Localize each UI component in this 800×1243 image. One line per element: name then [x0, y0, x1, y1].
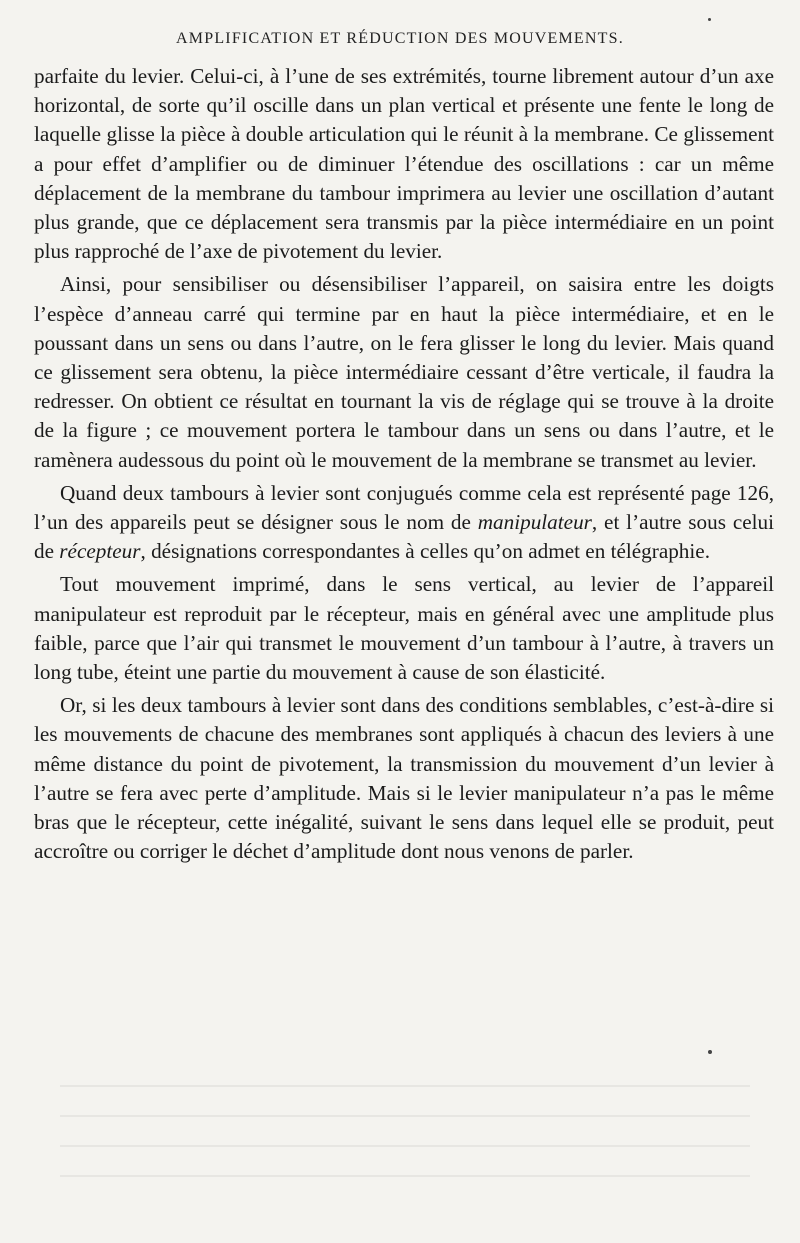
ink-speck — [708, 1050, 712, 1054]
term-recepteur: récepteur — [59, 539, 141, 564]
paragraph-1: parfaite du levier. Celui-ci, à l’une de ses extrémités, tourne librement autour d’un axe horizontal, de sorte qu’il oscille dans un plan vertical et présente une fente le long de laquelle glisse la pièce à double articulation qui le réunit à la membrane. Ce glissement a pour effet d’amplifier ou de diminuer l’étendue des oscillations : car un même déplacement de la membrane du tambour imprimera au levier une oscillation d’autant plus grande, que ce déplacement sera transmis par la pièce intermédiaire en un point plus rapproché de l’axe de pivotement du levier. — [34, 64, 774, 264]
body-text — [34, 62, 774, 870]
paragraph-3-text-a: Quand deux tambours à levier sont conjugués comme cela est représenté page 126, l’un des appareils peut se désigner sous le nom de — [34, 480, 774, 535]
paragraph-3 — [34, 479, 774, 567]
running-head: AMPLIFICATION ET RÉDUCTION DES MOUVEMENTS. — [176, 30, 624, 47]
paragraph-5: Or, si les deux tambours à levier sont dans des conditions semblables, c’est-à-dire si les mouvements de chacune des membranes sont appliqués à chacun des leviers à une même distance du point de pivotement, la transmission du mouvement d’un levier à l’autre se fera avec perte d’amplitude. Mais si le levier manipulateur n’a pas le même bras que le récepteur, cette inégalité, suivant le sens dans lequel elle se produit, peut accroître ou corriger le déchet d’amplitude dont nous venons de parler. — [34, 693, 774, 864]
paragraph-2: Ainsi, pour sensibiliser ou désensibiliser l’appareil, on saisira entre les doigts l’espèce d’anneau carré qui termine par en haut la pièce intermédiaire, et en le poussant dans un sens ou dans l’autre, on le fera glisser le long du levier. Mais quand ce glissement sera obtenu, la pièce intermédiaire cessant d’être verticale, il faudra la redresser. On obtient ce résultat en tournant la vis de réglage qui se trouve à la droite de la figure ; ce mouvement portera le tambour dans un sens ou dans l’autre, et le ramènera audessous du point où le mouvement de la membrane se transmet au levier. — [34, 272, 774, 472]
paragraph-4: Tout mouvement imprimé, dans le sens vertical, au levier de l’appareil manipulateur est reproduit par le récepteur, mais en général avec une amplitude plus faible, parce que l’air qui transmet le mouvement d’un tambour à l’autre, à travers un long tube, éteint une partie du mouvement à cause de son élasticité. — [34, 572, 774, 685]
paragraph-3-text-b: , et l’autre sous celui de — [34, 510, 774, 564]
paragraph-3-text-c: , désignations correspondantes à celles qu’on admet en télégraphie. — [140, 539, 710, 564]
term-manipulateur: manipulateur — [477, 510, 592, 535]
ink-speck — [708, 18, 711, 21]
